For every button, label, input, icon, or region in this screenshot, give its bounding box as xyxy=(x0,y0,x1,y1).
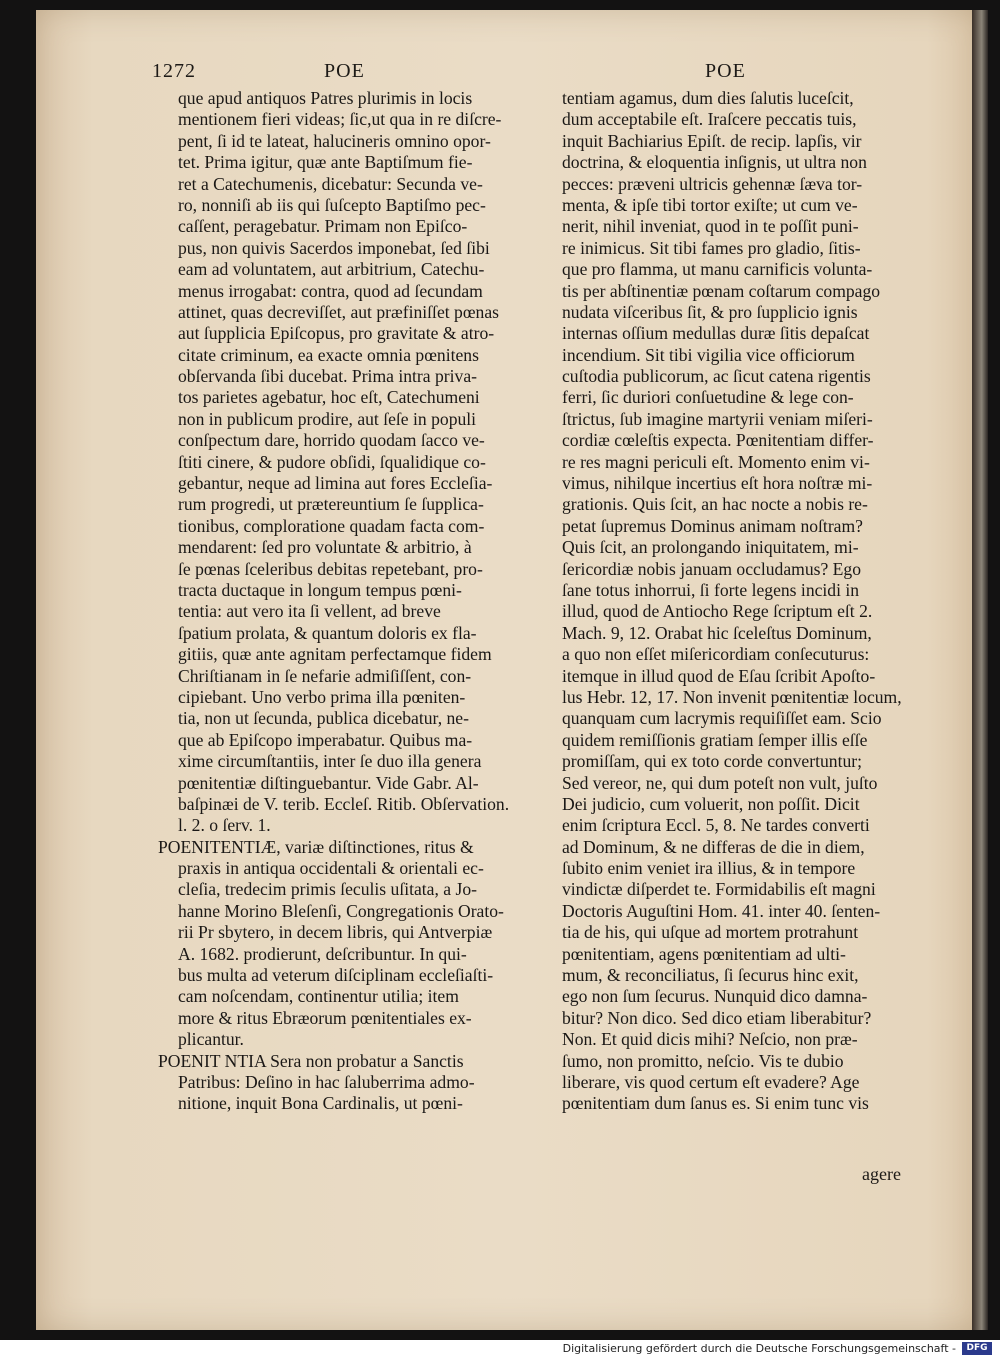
right-column-line: petat ſupremus Dominus animam noſtram? xyxy=(562,515,863,536)
left-column-line: que apud antiquos Patres plurimis in locis xyxy=(178,88,473,108)
right-column-line: mum, & reconciliatus, ſi ſecurus hinc exit, xyxy=(562,965,859,986)
right-column-line: ſtrictus, ſub imagine martyrii veniam miſeri- xyxy=(562,408,873,429)
left-column-line: xime circumſtantiis, inter ſe duo illa genera xyxy=(178,751,482,772)
right-column-line: Dei judicio, cum voluerit, non poſſit. Dicit xyxy=(562,793,860,814)
right-column-line: illud, quod de Antiocho Rege ſcriptum eſt 2. xyxy=(562,601,873,622)
left-column-line: pœnitentiæ diſtinguebantur. Vide Gabr. Al- xyxy=(178,772,479,793)
right-column-line: Mach. 9, 12. Orabat hic ſceleſtus Dominum, xyxy=(562,622,872,643)
right-column-line: inquit Bachiarius Epiſt. de recip. lapſis, vir xyxy=(562,130,862,151)
right-column-line: vindictæ diſperdet te. Formidabilis eſt magni xyxy=(562,879,876,900)
right-column-line: tentiam agamus, dum dies ſalutis luceſcit, xyxy=(562,88,854,108)
right-column-line: ſane totus inhorrui, ſi forte legens incidi in xyxy=(562,579,860,600)
right-text-column xyxy=(562,88,922,1115)
left-column-line: non in publicum prodire, aut ſeſe in populi xyxy=(178,408,477,429)
left-column-line: cleſia, tredecim primis ſeculis uſitata, a Jo- xyxy=(178,879,477,900)
left-column-line: baſpinæi de V. terib. Eccleſ. Ritib. Obſervation. xyxy=(178,793,510,814)
left-column-line: tentia: aut vero ita ſi vellent, ad breve xyxy=(178,601,441,622)
left-column-line: tos parietes agebatur, hoc eſt, Catechumeni xyxy=(178,387,480,408)
page-number: 1272 xyxy=(152,60,196,82)
left-column-line: ſtiti cinere, & pudore obſidi, ſqualidique co- xyxy=(178,451,486,472)
left-column-line: tia, non ut ſecunda, publica dicebatur, ne- xyxy=(178,708,469,729)
left-column-line: rum progredi, ut prætereuntium ſe ſupplica- xyxy=(178,494,484,515)
right-column-line: Non. Et quid dicis mihi? Neſcio, non præ- xyxy=(562,1029,858,1050)
left-column-line: POENITENTIÆ, variæ diſtinctiones, ritus & xyxy=(158,836,474,857)
left-column-line: Patribus: Deſino in hac ſaluberrima admo- xyxy=(178,1071,475,1092)
right-column-line: enim ſcriptura Eccl. 5, 8. Ne tardes converti xyxy=(562,815,870,836)
right-column-line: ſericordiæ nobis januam occludamus? Ego xyxy=(562,558,862,579)
running-head-right: POE xyxy=(705,60,746,82)
right-column-line: ego non ſum ſecurus. Nunquid dico damna- xyxy=(562,986,868,1007)
right-column-line: grationis. Quis ſcit, an hac nocte a nobis re- xyxy=(562,494,868,515)
left-column-line: eam ad voluntatem, aut arbitrium, Catechu- xyxy=(178,259,485,280)
right-column-line: bitur? Non dico. Sed dico etiam liberabitur? xyxy=(562,1007,872,1028)
left-column-line: tet. Prima igitur, quæ ante Baptiſmum fie- xyxy=(178,152,473,173)
right-column-line: re inimicus. Sit tibi fames pro gladio, ſitis- xyxy=(562,237,861,258)
left-column-line: POENIT NTIA Sera non probatur a Sanctis xyxy=(158,1050,464,1071)
right-column-line: pecces: præveni ultricis gehennæ ſæva tor- xyxy=(562,173,863,194)
right-column-line: Doctoris Auguſtini Hom. 41. inter 40. ſenten- xyxy=(562,900,881,921)
right-column-line: que pro flamma, ut manu carnificis volunta- xyxy=(562,259,873,280)
left-column-line: mendarent: ſed pro voluntate & arbitrio, à xyxy=(178,537,472,558)
left-column-line: conſpectum dare, horrido quodam ſacco ve- xyxy=(178,430,485,451)
left-column-line: menus irrogabat: contra, quod ad ſecundam xyxy=(178,280,483,301)
right-column-line: promiſſam, qui ex toto corde convertuntur; xyxy=(562,751,862,772)
right-column-line: nerit, nihil inveniat, quod in te poſſit puni- xyxy=(562,216,859,237)
right-column-line: ad Dominum, & ne differas de die in diem, xyxy=(562,836,865,857)
left-column-line: more & ritus Ebræorum pœnitentiales ex- xyxy=(178,1007,472,1028)
left-column-line: gitiis, quæ ante agnitam perfectamque fidem xyxy=(178,644,492,665)
left-column-line: cipiebant. Uno verbo prima illa pœniten- xyxy=(178,686,466,707)
left-column-line: que ab Epiſcopo imperabatur. Quibus ma- xyxy=(178,729,473,750)
left-column-line: plicantur. xyxy=(178,1029,244,1050)
left-column-line: pent, ſi id te lateat, halucineris omnino opor- xyxy=(178,130,491,151)
right-column-line: Sed vereor, ne, qui dum poteſt non vult, juſto xyxy=(562,772,878,793)
left-column-line: obſervanda ſibi ducebat. Prima intra priva- xyxy=(178,366,477,387)
footer-credit: Digitalisierung gefördert durch die Deutsche Forschungsgemeinschaft - xyxy=(562,1342,956,1355)
catchword: agere xyxy=(862,1164,901,1184)
left-column-line: ret a Catechumenis, dicebatur: Secunda ve- xyxy=(178,173,483,194)
right-column-line: internas oſſium medullas duræ ſitis depaſcat xyxy=(562,323,870,344)
digitization-footer xyxy=(0,1340,1000,1358)
right-column-line: tis per abſtinentiæ pœnam coſtarum compago xyxy=(562,280,881,301)
right-column-line: quanquam cum lacrymis requiſiſſet eam. Scio xyxy=(562,708,882,729)
left-column-line: l. 2. o ſerv. 1. xyxy=(178,815,271,836)
left-column-line: ſpatium prolata, & quantum doloris ex fla- xyxy=(178,622,477,643)
left-column-line: rii Pr sbytero, in decem libris, qui Antverpiæ xyxy=(178,922,493,943)
right-column-line: ſubito enim veniet ira illius, & in tempore xyxy=(562,858,856,879)
dfg-logo-icon: DFG xyxy=(962,1342,992,1355)
right-column-line: quidem remiſſionis gratiam ſemper illis eſſe xyxy=(562,729,868,750)
right-column-line: a quo non eſſet miſericordiam conſecuturus: xyxy=(562,644,870,665)
right-column-line: dum acceptabile eſt. Iraſcere peccatis tuis, xyxy=(562,109,857,130)
left-column-line: tracta ductaque in longum tempus pœni- xyxy=(178,579,462,600)
right-column-line: lus Hebr. 12, 17. Non invenit pœnitentiæ locum, xyxy=(562,686,902,707)
page-gutter xyxy=(972,10,988,1330)
right-column-line: itemque in illud quod de Eſau ſcribit Apoſto- xyxy=(562,665,876,686)
left-column-line: pus, non quivis Sacerdos imponebat, ſed ſibi xyxy=(178,237,490,258)
left-column-line: caſſent, peragebatur. Primam non Epiſco- xyxy=(178,216,468,237)
right-column-line: cordiæ cœleſtis expecta. Pœnitentiam differ- xyxy=(562,430,874,451)
left-text-column xyxy=(158,88,524,1115)
right-column-line: nudata viſceribus ſit, & pro ſupplicio ignis xyxy=(562,301,858,322)
right-column-line: re res magni periculi eſt. Momento enim vi- xyxy=(562,451,870,472)
right-column-line: Quis ſcit, an prolongando iniquitatem, mi- xyxy=(562,537,859,558)
left-column-line: nitione, inquit Bona Cardinalis, ut pœni- xyxy=(178,1093,463,1114)
left-column-line: Chriſtianam in ſe nefarie admiſiſſent, con- xyxy=(178,665,472,686)
right-column-line: tia de his, qui uſque ad mortem protrahunt xyxy=(562,922,859,943)
left-column-line: attinet, quas decreviſſet, aut præfiniſſet pœnas xyxy=(178,301,499,322)
left-column-line: tionibus, comploratione quadam facta com- xyxy=(178,515,485,536)
right-column-line: ferri, ſic duriori conſuetudine & lege con- xyxy=(562,387,854,408)
left-column-line: bus multa ad veterum diſciplinam eccleſiaſti- xyxy=(178,965,494,986)
running-head-left: POE xyxy=(324,60,365,82)
right-column-line: doctrina, & eloquentia inſignis, ut ultra non xyxy=(562,152,867,173)
left-column-line: ro, nonniſi ab iis qui ſuſcepto Baptiſmo pec- xyxy=(178,194,486,215)
right-column-line: liberare, vis quod certum eſt evadere? Age xyxy=(562,1071,860,1092)
right-column-line: vimus, nihilque incertius eſt hora noſtræ mi- xyxy=(562,473,873,494)
right-column-line: ſumo, non promitto, neſcio. Vis te dubio xyxy=(562,1050,844,1071)
left-column-line: aut ſupplicia Epiſcopus, pro gravitate & atro- xyxy=(178,323,495,344)
left-column-line: praxis in antiqua occidentali & orientali ec- xyxy=(178,858,484,879)
right-column-line: menta, & ipſe tibi tortor exiſte; ut cum ve- xyxy=(562,194,858,215)
right-column-line: incendium. Sit tibi vigilia vice officiorum xyxy=(562,344,855,365)
left-column-line: hanne Morino Bleſenſi, Congregationis Orato- xyxy=(178,900,504,921)
left-column-line: gebantur, neque ad limina aut fores Eccleſia- xyxy=(178,473,493,494)
right-column-line: pœnitentiam dum ſanus es. Si enim tunc vis xyxy=(562,1093,869,1114)
left-column-line: mentionem fieri videas; ſic,ut qua in re diſcre- xyxy=(178,109,502,130)
right-column-line: cuſtodia publicorum, ac ſicut catena rigentis xyxy=(562,366,871,387)
left-column-line: citate criminum, ea exacte omnia pœnitens xyxy=(178,344,479,365)
left-column-line: cam noſcendam, continentur utilia; item xyxy=(178,986,459,1007)
left-column-line: ſe pœnas ſceleribus debitas repetebant, pro- xyxy=(178,558,483,579)
left-column-line: A. 1682. prodierunt, deſcribuntur. In qui- xyxy=(178,943,467,964)
right-column-line: pœnitentiam, agens pœnitentiam ad ulti- xyxy=(562,943,846,964)
